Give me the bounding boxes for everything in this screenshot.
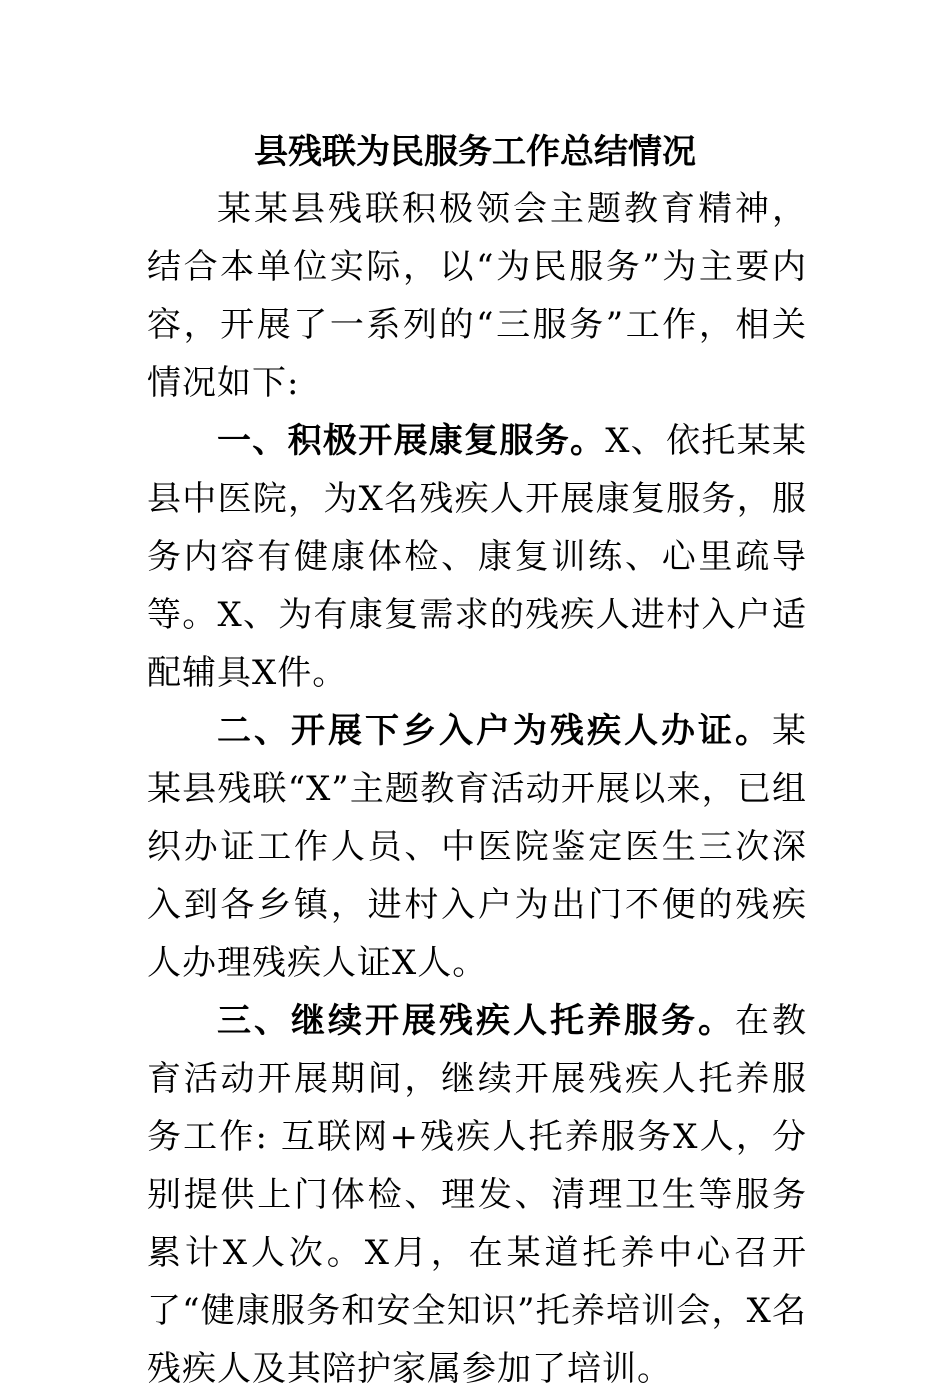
section-text-3: 在教育活动开展期间，继续开展残疾人托养服务工作: 互联网+残疾人托养服务X人，分别提供上门体检、理发、清理卫生等服务累计X人次。X月，在某道托养中心召开了“健康服务和安全知识”托养培训会，X名残疾人及其陪护家属参加了培训。 (147, 1001, 807, 1389)
section-heading-3: 三、继续开展残疾人托养服务。 (217, 1001, 735, 1041)
document-title: 县残联为民服务工作总结情况 (254, 132, 696, 172)
section-paragraph-1 (147, 412, 807, 702)
section-heading-2: 二、开展下乡入户为残疾人办证。 (217, 711, 772, 751)
section-paragraph-3 (147, 992, 807, 1398)
section-text-1: X、依托某某县中医院，为X名残疾人开展康复服务，服务内容有健康体检、康复训练、心里疏导等。X、为有康复需求的残疾人进村入户适配辅具X件。 (147, 421, 807, 693)
section-heading-1: 一、积极开展康复服务。 (217, 421, 606, 461)
document-body (147, 180, 807, 1398)
section-paragraph-2 (147, 702, 807, 992)
intro-paragraph: 某某县残联积极领会主题教育精神，结合本单位实际，以“为民服务”为主要内容，开展了一系列的“三服务”工作，相关情况如下: (147, 189, 807, 403)
section-text-2: 某某县残联“X”主题教育活动开展以来，已组织办证工作人员、中医院鉴定医生三次深入到各乡镇，进村入户为出门不便的残疾人办理残疾人证X人。 (147, 711, 807, 983)
